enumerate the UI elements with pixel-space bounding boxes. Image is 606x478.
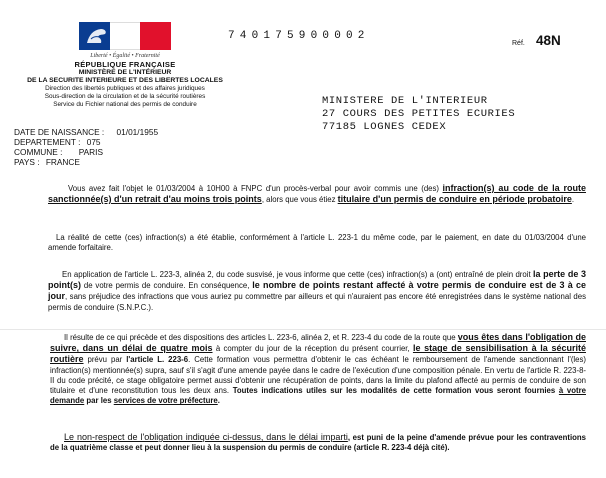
address-line-1: MINISTERE DE L'INTERIEUR — [322, 95, 488, 107]
birth-date-label: DATE DE NAISSANCE : — [14, 127, 105, 137]
infraction-highlight: infraction(s) au code de la route sanctionnée(s) d'un retrait d'au moins trois points — [48, 183, 586, 205]
department-value: 075 — [86, 137, 101, 147]
paragraph-infraction: Vous avez fait l'objet le 01/03/2004 à 10H00 à FNPC d'un procès-verbal pour avoir commis une (des) infraction(s) au code de la route sanctionnée(s) d'un retrait d'au moins trois points, alors que vous étiez titulaire d'un permis de conduire en période probatoire. — [48, 183, 586, 205]
department-label: DEPARTEMENT : — [14, 137, 81, 147]
address-line-3: 77185 LOGNES CEDEX — [322, 121, 447, 133]
paragraph-penalty: Le non-respect de l'obligation indiquée ci-dessus, dans le délai imparti, est puni de la peine d'amende prévue pour les contraventions de la quatrième classe et peut donner lieu à la suspension du permis de conduire (article R. 223-4 déjà cité). — [50, 432, 587, 453]
points-remaining-highlight: le nombre de points restant affecté à votre permis de conduire est de 3 à ce jour — [48, 280, 586, 302]
direction-line-3: Service du Fichier national des permis de conduire — [53, 101, 197, 108]
noncompliance-highlight: Le non-respect de l'obligation indiquée ci-dessus, dans le délai imparti — [64, 432, 348, 442]
course-highlight: le stage de sensibilisation à la sécurité routière — [50, 343, 586, 365]
marianne-logo — [79, 22, 171, 50]
divider — [0, 329, 606, 330]
reference-label: Réf. — [512, 40, 525, 47]
birth-date-value: 01/01/1955 — [116, 127, 159, 137]
ministry-line-2: DE LA SECURITE INTERIEURE ET DES LIBERTES LOCALES — [27, 77, 223, 84]
country-label: PAYS : — [14, 157, 40, 167]
republic-name: RÉPUBLIQUE FRANÇAISE — [74, 60, 176, 69]
reference-number: 740175900002 — [228, 30, 370, 42]
department-row — [14, 137, 158, 147]
holder-identity — [14, 127, 158, 167]
commune-label: COMMUNE : — [14, 147, 63, 157]
paragraph-obligation: Il résulte de ce qui précède et des dispositions des articles L. 223-6, alinéa 2, et R. 223-4 du code de la route que vous êtes dans l'obligation de suivre, dans un délai de quatre mois à compter du jour de la réception du présent courrier, le stage de sensibilisation à la sécurité routière prévu par l'article L. 223-6. Cette formation vous permettra d'obtenir le cas échéant le remboursement de l'amende sanctionnant l'(les) infraction(s) mentionnée(s) supra, sauf s'il s'agit d'une amende payée dans le cadre de l'exécution d'une composition pénale. En vertu de l'article R. 223-8-II du code précité, ce stage obligatoire permet aussi d'obtenir une récupération de points, dans la limite du plafond affecté au permis de conduire de son titulaire et d'une reconstitution tous les deux ans. Toutes indications utiles sur les modalités de cette formation vous seront fournies à votre demande par les services de votre préfecture. — [50, 332, 586, 406]
ministry-letterhead — [10, 22, 240, 109]
reference-code: 48N — [536, 33, 561, 48]
commune-value: PARIS — [78, 147, 104, 157]
country-value: FRANCE — [45, 157, 80, 167]
country-row — [14, 157, 158, 167]
birth-date-row — [14, 127, 158, 137]
marianne-profile-icon — [83, 25, 109, 47]
republic-motto: Liberté • Égalité • Fraternité — [90, 53, 160, 59]
recipient-address — [322, 95, 515, 134]
points-lost-highlight: la perte de 3 point(s) — [48, 269, 586, 291]
paragraph-points-loss: En application de l'article L. 223-3, alinéa 2, du code susvisé, je vous informe que cette (ces) infraction(s) a (ont) entraîné de plein droit la perte de 3 point(s) de votre permis de conduire. En conséquence, le nombre de points restant affecté à votre permis de conduire est de 3 à ce jour, sans préjudice des infractions que vous auriez pu commettre par ailleurs et qui n'auraient pas encore été enregistrées dans le système national des permis de conduire (S.N.P.C.). — [48, 269, 586, 312]
direction-line-2: Sous-direction de la circulation et de la sécurité routières — [44, 93, 206, 100]
obligation-highlight: vous êtes dans l'obligation de suivre, dans un délai de quatre mois — [50, 332, 586, 354]
paragraph-established: La réalité de cette (ces) infraction(s) a été établie, conformément à l'article L. 223-1 du même code, par le paiement, en date du 01/03/2004 d'une amende forfaitaire. — [48, 233, 586, 253]
probation-highlight: titulaire d'un permis de conduire en période probatoire — [337, 194, 572, 205]
ministry-line-1: MINISTÈRE DE L'INTÉRIEUR — [78, 69, 172, 76]
direction-line-1: Direction des libertés publiques et des affaires juridiques — [45, 85, 205, 92]
commune-row — [14, 147, 158, 157]
address-line-2: 27 COURS DES PETITES ECURIES — [322, 108, 516, 120]
